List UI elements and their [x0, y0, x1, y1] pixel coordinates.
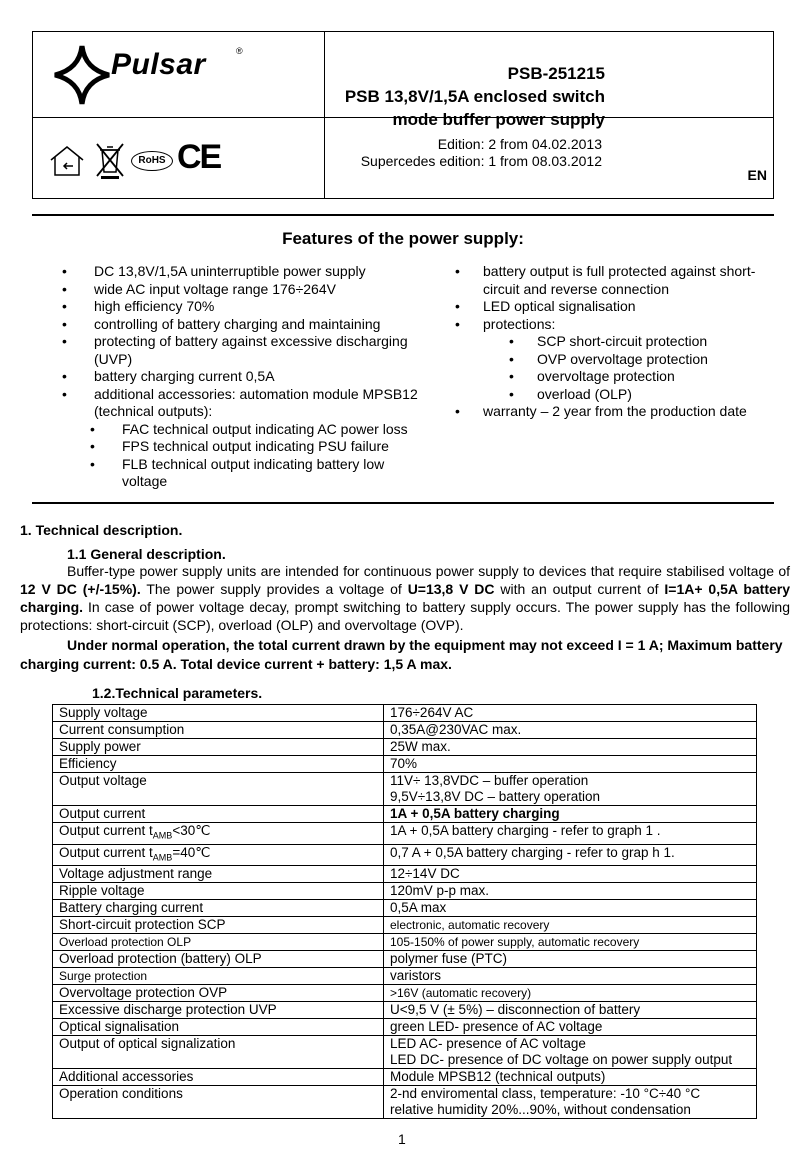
feature-subitem: • overload (OLP) [509, 385, 632, 402]
feature-subitem: • FPS technical output indicating PSU failure [90, 438, 389, 454]
feature-item: • controlling of battery charging and maintaining [62, 315, 381, 332]
indoor-use-icon [47, 144, 87, 178]
features-bottom-rule [32, 502, 774, 504]
table-row: Excessive discharge protection UVP U<9,5 V (± 5%) – disconnection of battery [53, 1002, 757, 1019]
language-code: EN [747, 167, 767, 183]
table-row: Ripple voltage 120mV p-p max. [53, 883, 757, 900]
feature-subitem: • OVP overvoltage protection [509, 350, 708, 367]
table-row: Short-circuit protection SCP electronic, automatic recovery [53, 917, 757, 934]
registered-mark: ® [236, 46, 243, 56]
table-row: Output current $t_{AMB}<30℃$ 1A + 0,5A battery charging - refer to graph 1 . [53, 823, 757, 845]
document-title [325, 62, 605, 131]
feature-item: • additional accessories: automation module MPSB12 (technical outputs): [62, 385, 418, 419]
table-row: Efficiency 70% [53, 756, 757, 773]
table-row: Additional accessories Module MPSB12 (technical outputs) [53, 1069, 757, 1086]
feature-item: • battery charging current 0,5A [62, 368, 275, 384]
table-row: Output current $t_{AMB}=40℃$ 0,7 A + 0,5A battery charging - refer to grap h 1. [53, 844, 757, 866]
features-right-column [455, 263, 773, 421]
table-row: Operation conditions 2-nd enviromental class, temperature: -10 °C÷40 °C relative humidity 20%...90%, without condensation [53, 1086, 757, 1119]
feature-subitem: • FAC technical output indicating AC power loss [90, 420, 408, 437]
current-limit-warning: Under normal operation, the total current drawn by the equipment may not exceed I = 1 A; Maximum battery charging current: 0.5 A. Total device current + battery: 1,5 A max. [20, 637, 783, 672]
supersedes-line: Supercedes edition: 1 from 08.03.2012 [360, 153, 602, 169]
table-row: Current consumption 0,35A@230VAC max. [53, 722, 757, 739]
document-header [32, 31, 774, 199]
rohs-badge: RoHS [131, 151, 173, 171]
subsection-heading: 1.1 General description. [67, 546, 226, 562]
compliance-marks [47, 138, 317, 188]
table-row: Overload protection OLP 105-150% of power supply, automatic recovery [53, 934, 757, 951]
table-row: Optical signalisation green LED- presence of AC voltage [53, 1019, 757, 1036]
general-description: Buffer-type power supply units are intended for continuous power supply to devices that require stabilised voltage of 12 V DC (+/-15%). The power supply provides a voltage of U=13,8 V DC with an output current of I=1A+ 0,5A battery charging. In case of power voltage decay, prompt switching to battery supply occurs. The power supply has the following protections: short-circuit (SCP), overload (OLP) and overvoltage (OVP). [20, 563, 791, 633]
table-row: Output current 1A + 0,5A battery charging [53, 806, 757, 823]
features-heading: Features of the power supply: [282, 229, 524, 248]
doc-code: PSB-251215 [507, 64, 605, 83]
feature-item: • protecting of battery against excessive discharging (UVP) [62, 333, 408, 367]
edition-line: Edition: 2 from 04.02.2013 [437, 136, 602, 152]
feature-subitem: • FLB technical output indicating battery low voltage [90, 455, 385, 489]
table-row: Supply power 25W max. [53, 739, 757, 756]
feature-item: • high efficiency 70% [62, 298, 215, 314]
top-rule [32, 214, 774, 216]
brand-name: Pulsar [111, 48, 206, 81]
feature-subitem: • SCP short-circuit protection [509, 333, 708, 349]
table-row: Output voltage 11V÷ 13,8VDC – buffer operation 9,5V÷13,8V DC – battery operation [53, 773, 757, 806]
feature-item: • LED optical signalisation [455, 298, 636, 314]
feature-item: • wide AC input voltage range 176÷264V [62, 280, 336, 297]
page-number: 1 [398, 1131, 406, 1147]
technical-parameters-table [52, 704, 757, 1119]
feature-item: • protections: [455, 315, 556, 332]
feature-item: • battery output is full protected against short-circuit and reverse connection [455, 263, 756, 297]
pulsar-logo [51, 42, 251, 112]
feature-subitem: • overvoltage protection [509, 368, 675, 384]
pulsar-star-icon [51, 42, 113, 108]
table-row: Surge protection varistors [53, 968, 757, 985]
table-row: Voltage adjustment range 12÷14V DC [53, 866, 757, 883]
section-heading: 1. Technical description. [20, 522, 183, 538]
feature-item: • warranty – 2 year from the production date [455, 403, 747, 419]
edition-info [325, 136, 602, 170]
table-row: Overvoltage protection OVP >16V (automatic recovery) [53, 985, 757, 1002]
table-row: Supply voltage 176÷264V AC [53, 705, 757, 722]
table-row: Battery charging current 0,5A max [53, 900, 757, 917]
title-line-2: mode buffer power supply [392, 110, 605, 129]
table-row: Output of optical signalization LED AC- presence of AC voltage LED DC- presence of DC voltage on power supply output [53, 1036, 757, 1069]
params-heading: 1.2.Technical parameters. [92, 685, 263, 701]
ce-mark: CE [177, 138, 221, 176]
weee-crossed-bin-icon [93, 140, 127, 180]
title-line-1: PSB 13,8V/1,5A enclosed switch [344, 87, 605, 106]
features-left-column [62, 263, 422, 491]
feature-item: • DC 13,8V/1,5A uninterruptible power supply [62, 263, 366, 279]
table-row: Overload protection (battery) OLP polymer fuse (PTC) [53, 951, 757, 968]
